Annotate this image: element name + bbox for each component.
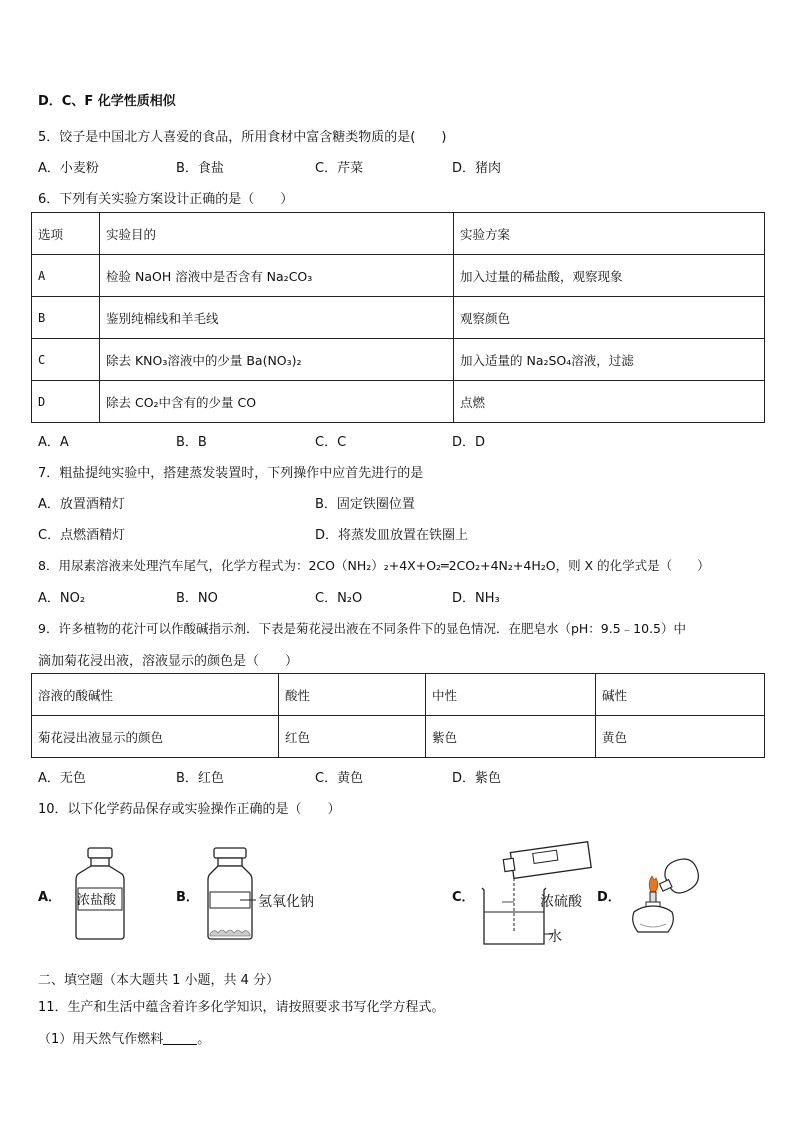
q6-header-option: 选项 [32, 213, 100, 255]
bottle-b-caption: 氢氧化钠 [258, 894, 314, 910]
q8-option-d[interactable]: D．NH₃ [452, 591, 500, 606]
q9-cell-r1c2: 酸性 [279, 674, 426, 716]
reagent-bottle-b-icon [200, 846, 260, 942]
q9-cell-r2c4: 黄色 [596, 716, 765, 758]
q9-cell-r1c3: 中性 [426, 674, 596, 716]
q9-cell-r1c4: 碱性 [596, 674, 765, 716]
q9-cell-r2c1: 菊花浸出液显示的颜色 [32, 716, 279, 758]
q6-stem: 6．下列有关实验方案设计正确的是（ ） [38, 192, 294, 207]
q7-stem: 7．粗盐提纯实验中，搭建蒸发装置时，下列操作中应首先进行的是 [38, 466, 424, 481]
q9-cell-r2c3: 紫色 [426, 716, 596, 758]
q6-option-a[interactable]: A．A [38, 435, 69, 450]
q9-option-b[interactable]: B．红色 [176, 771, 224, 786]
q6-row-a-plan: 加入过量的稀盐酸，观察现象 [454, 255, 765, 297]
q6-row-d-option: D [32, 381, 100, 423]
q9-table [31, 673, 765, 758]
q6-row-b-plan: 观察颜色 [454, 297, 765, 339]
q9-cell-r2c2: 红色 [279, 716, 426, 758]
q6-row-d-plan: 点燃 [454, 381, 765, 423]
q5-option-c[interactable]: C．芹菜 [315, 161, 364, 176]
q6-row-c-goal: 除去 KNO₃溶液中的少量 Ba(NO₃)₂ [100, 339, 454, 381]
q11-stem: 11．生产和生活中蕴含着许多化学知识，请按照要求书写化学方程式。 [38, 1000, 445, 1015]
q10-option-b-label[interactable]: B． [176, 890, 199, 905]
q6-row-b-option: B [32, 297, 100, 339]
q10-option-c-label[interactable]: C． [452, 890, 475, 905]
q7-option-a[interactable]: A．放置酒精灯 [38, 497, 125, 512]
q6-header-plan: 实验方案 [454, 213, 765, 255]
q8-option-b[interactable]: B．NO [176, 591, 218, 606]
q6-row-a-goal: 检验 NaOH 溶液中是否含有 Na₂CO₃ [100, 255, 454, 297]
alcohol-lamp-icon [620, 852, 710, 942]
q6-row-c-plan: 加入适量的 Na₂SO₄溶液，过滤 [454, 339, 765, 381]
q9-stem-line1: 9．许多植物的花汁可以作酸碱指示剂．下表是菊花浸出液在不同条件下的显色情况．在肥皂水（pH：9.5﹣10.5）中 [38, 621, 687, 636]
q6-row-c-option: C [32, 339, 100, 381]
q6-header-goal: 实验目的 [100, 213, 454, 255]
q8-option-a[interactable]: A．NO₂ [38, 591, 86, 606]
bottle-a-caption: 浓盐酸 [77, 893, 117, 908]
q5-stem: 5．饺子是中国北方人喜爱的食品，所用食材中富含糖类物质的是( ) [38, 130, 447, 145]
q9-option-c[interactable]: C．黄色 [315, 771, 364, 786]
q5-option-a[interactable]: A．小麦粉 [38, 161, 99, 176]
q6-option-c[interactable]: C．C [315, 435, 347, 450]
q7-option-c[interactable]: C．点燃酒精灯 [38, 528, 126, 543]
q11-sub1-end: 。 [197, 1032, 211, 1047]
q6-option-d[interactable]: D．D [452, 435, 486, 450]
q5-option-b[interactable]: B．食盐 [176, 161, 224, 176]
q11-answer-blank[interactable] [163, 1032, 197, 1045]
q8-option-c[interactable]: C．N₂O [315, 591, 363, 606]
figure-c-top-caption: 浓硫酸 [540, 894, 582, 910]
q9-stem-line2: 滴加菊花浸出液，溶液显示的颜色是（ ） [38, 654, 299, 669]
q9-cell-r1c1: 溶液的酸碱性 [32, 674, 279, 716]
figure-c-bottom-caption: 水 [548, 929, 562, 945]
q7-option-b[interactable]: B．固定铁圈位置 [315, 497, 415, 512]
q11-sub1-text: （1）用天然气作燃料 [38, 1032, 164, 1047]
q10-option-a-label[interactable]: A． [38, 890, 62, 905]
q6-row-b-goal: 鉴别纯棉线和羊毛线 [100, 297, 454, 339]
q5-option-d[interactable]: D．猪肉 [452, 161, 502, 176]
q10-option-d-label[interactable]: D． [597, 890, 621, 905]
q8-stem: 8．用尿素溶液来处理汽车尾气，化学方程式为：2CO（NH₂）₂+4X+O₂═2CO₂+4N₂+4H₂O，则 X 的化学式是（ ） [38, 558, 710, 573]
q6-row-a-option: A [32, 255, 100, 297]
q9-option-a[interactable]: A．无色 [38, 771, 86, 786]
q6-option-b[interactable]: B．B [176, 435, 207, 450]
q6-table [31, 212, 765, 423]
q9-option-d[interactable]: D．紫色 [452, 771, 502, 786]
q4-option-d: D．C、F 化学性质相似 [38, 94, 176, 109]
q11-sub1 [38, 1028, 210, 1047]
q6-row-d-goal: 除去 CO₂中含有的少量 CO [100, 381, 454, 423]
q10-stem: 10．以下化学药品保存或实验操作正确的是（ ） [38, 802, 341, 817]
q7-option-d[interactable]: D．将蒸发皿放置在铁圈上 [315, 528, 469, 543]
section-heading: 二、填空题（本大题共 1 小题，共 4 分） [38, 973, 280, 988]
